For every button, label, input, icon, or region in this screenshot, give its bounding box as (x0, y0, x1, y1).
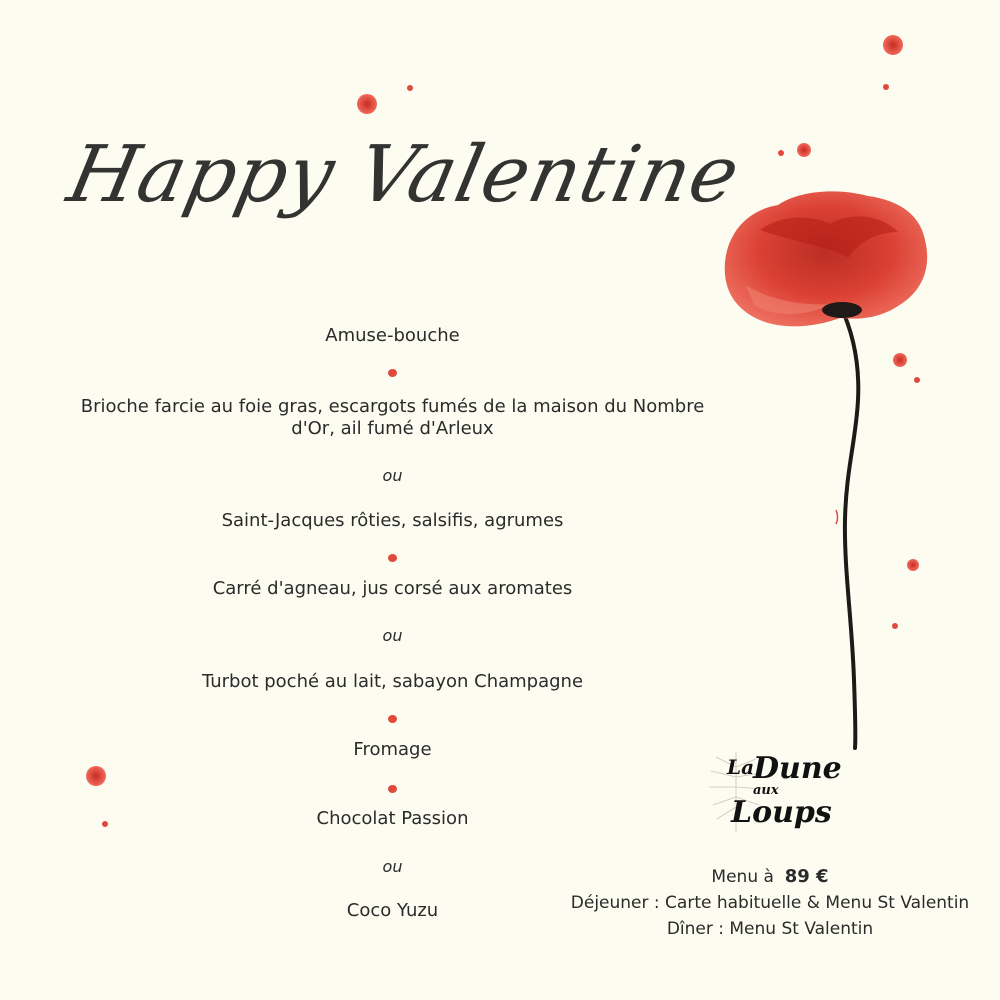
menu-label: Menu à (711, 867, 774, 887)
dinner-info: Dîner : Menu St Valentin (666, 919, 874, 939)
menu-or: ou (382, 857, 403, 876)
separator-dot (388, 369, 397, 377)
menu-or: ou (382, 466, 403, 485)
menu-item-main2: Turbot poché au lait, sabayon Champagne (201, 671, 584, 692)
separator-dot (388, 554, 397, 562)
menu-or: ou (382, 626, 403, 645)
page-title: Happy Valentine (60, 130, 748, 220)
logo-word-loups: Loups (731, 795, 832, 830)
menu-item-dessert1: Chocolat Passion (316, 808, 469, 829)
menu-item-cheese: Fromage (353, 739, 432, 760)
poppy-stem (840, 305, 858, 748)
logo-word-la: La (727, 755, 755, 779)
menu-item-starter2: Saint-Jacques rôties, salsifis, agrumes (221, 510, 564, 531)
menu-list (80, 0, 705, 1000)
separator-dot (388, 785, 397, 793)
separator-dot (388, 715, 397, 723)
poppy-flower (725, 191, 927, 326)
menu-item-starter1: Brioche farcie au foie gras, escargots fumés de la maison du Nombre (80, 396, 705, 417)
menu-item-dessert2: Coco Yuzu (346, 900, 439, 921)
menu-item-main1: Carré d'agneau, jus corsé aux aromates (212, 578, 573, 599)
menu-price: 89 € (784, 866, 829, 887)
pricing-block (560, 864, 980, 942)
menu-item-starter1-cont: d'Or, ail fumé d'Arleux (291, 418, 494, 439)
lunch-info: Déjeuner : Carte habituelle & Menu St Valentin (570, 893, 970, 913)
logo-word-aux: aux (753, 783, 779, 798)
logo-word-dune: Dune (753, 751, 842, 786)
price-line (560, 864, 980, 890)
menu-item-amuse: Amuse-bouche (325, 325, 460, 346)
restaurant-logo (705, 745, 842, 845)
